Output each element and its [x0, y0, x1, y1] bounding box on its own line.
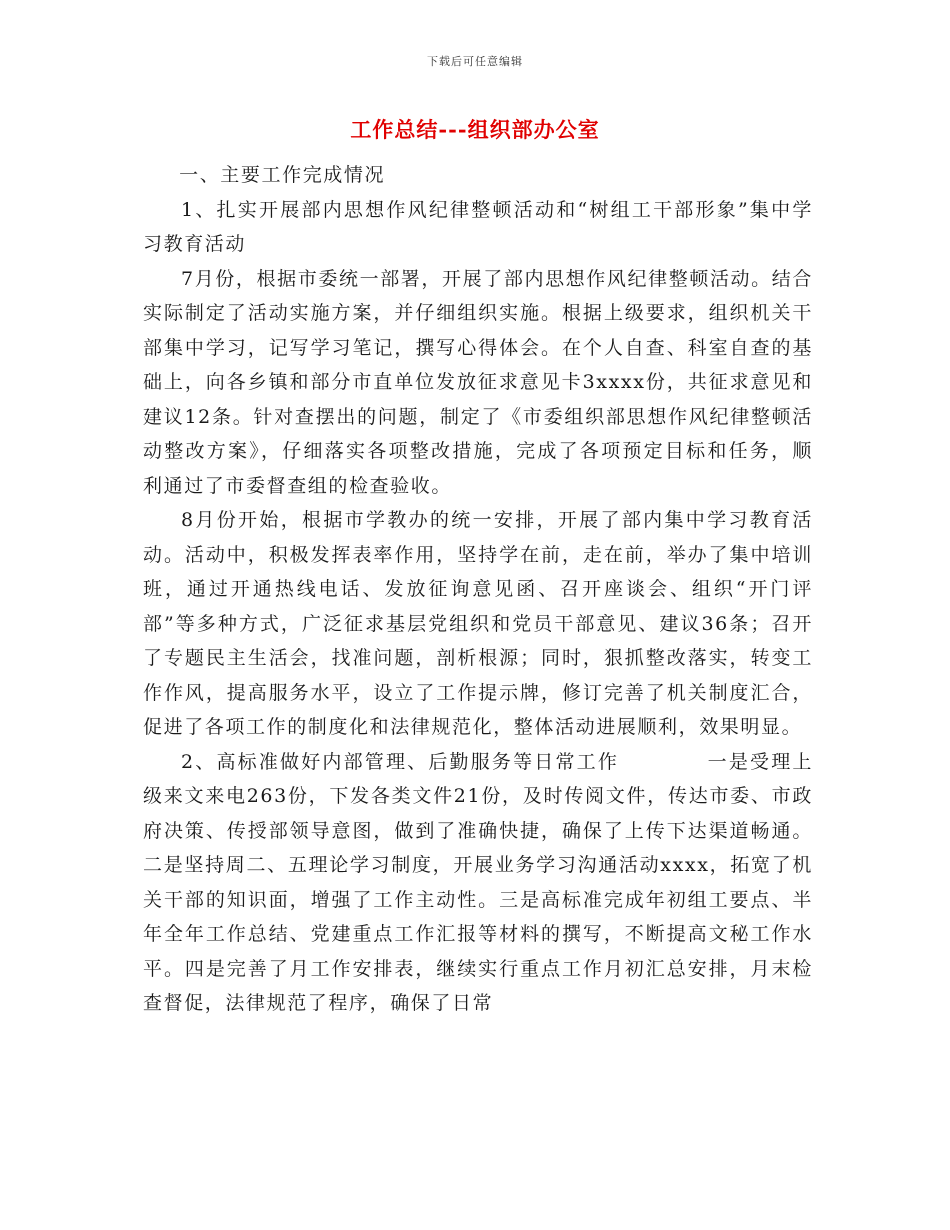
section-heading: 一、主要工作完成情况: [179, 164, 386, 186]
paragraph-july: 7月份，根据市委统一部署，开展了部内思想作风纪律整顿活动。结合实际制定了活动实施方案，并仔细组织实施。根据上级要求，组织机关干部集中学习，记写学习笔记，撰写心得体会。在个人自查、科室自查的基础上，向各乡镇和部分市直单位发放征求意见卡3xxxx份，共征求意见和建议12条。针对查摆出的问题，制定了《市委组织部思想作风纪律整顿活动整改方案》，仔细落实各项整改措施，完成了各项预定目标和任务，顺利通过了市委督查组的检查验收。: [143, 267, 813, 497]
document-body: [143, 158, 813, 1021]
header-note: 下载后可任意编辑: [427, 55, 523, 68]
document-title: 工作总结---组织部办公室: [350, 117, 600, 142]
item-2-paragraph: [143, 745, 813, 1021]
paragraph-august: [143, 503, 813, 745]
item-2-text: 一是受理上级来文来电263份，下发各类文件21份，及时传阅文件，传达市委、市政府决策、传授部领导意图，做到了准确快捷，确保了上传下达渠道畅通。二是坚持周二、五理论学习制度，开展业务学习沟通活动xxxx，拓宽了机关干部的知识面，增强了工作主动性。三是高标准完成年初组工要点、半年全年工作总结、党建重点工作汇报等材料的撰写，不断提高文秘工作水平。四是完善了月工作安排表，继续实行重点工作月初汇总安排，月末检查督促，法律规范了程序，确保了日常: [143, 750, 813, 1014]
item-2-heading: 2、高标准做好内部管理、后勤服务等日常工作: [181, 750, 620, 773]
paragraph-august-text: 8月份开始，根据市学教办的统一安排，开展了部内集中学习教育活动。活动中，积极发挥表率作用，坚持学在前，走在前，举办了集中培训班，通过开通热线电话、发放征询意见函、召开座谈会、组织“开门评部”等多种方式，广泛征求基层党组织和党员干部意见、建议36条；召开了专题民主生活会，找准问题，剖析根源；同时，狠抓整改落实，转变工作作风，提高服务水平，设立了工作提示牌，修订完善了机关制度汇合，促进了各项工作的制度化和法律规范化，整体活动进展顺利，效果明显。: [143, 509, 813, 738]
item-1-heading: 1、扎实开展部内思想作风纪律整顿活动和“树组工干部形象”集中学习教育活动: [143, 198, 813, 255]
